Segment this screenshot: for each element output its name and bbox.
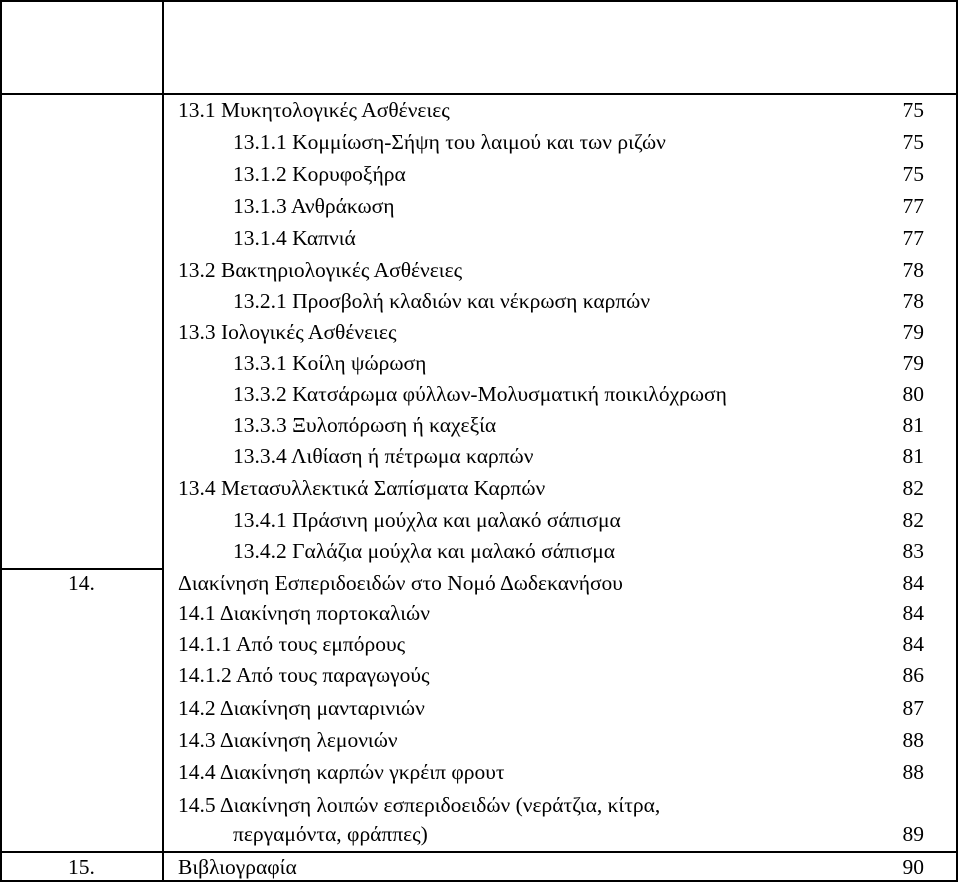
toc-entry-page: 75: [902, 162, 924, 186]
toc-entry-page: 75: [902, 130, 924, 154]
toc-entry-title: 13.1.1 Κομμίωση-Σήψη του λαιμού και των ριζών: [233, 130, 666, 154]
chapter-number: 14.: [68, 571, 95, 595]
toc-entry-page: 82: [902, 476, 924, 500]
row-divider-15: [0, 851, 958, 853]
toc-entry-title: 13.3 Ιολογικές Ασθένειες: [178, 320, 397, 344]
toc-entry-page: 86: [902, 663, 924, 687]
toc-entry-title: 13.1.2 Κορυφοξήρα: [233, 162, 406, 186]
toc-entry-title: 13.4.2 Γαλάζια μούχλα και μαλακό σάπισμα: [233, 539, 616, 563]
toc-entry-page: 82: [902, 508, 924, 532]
chapter-number: 15.: [68, 855, 95, 879]
toc-entry-page: 83: [902, 539, 924, 563]
toc-entry-page: 80: [902, 382, 924, 406]
row-divider-top: [0, 93, 958, 95]
toc-entry-title: 14.5 Διακίνηση λοιπών εσπεριδοειδών (νεράτζια, κίτρα,: [178, 793, 661, 817]
toc-entry-page: 78: [902, 289, 924, 313]
toc-entry-page: 81: [902, 444, 924, 468]
border-top: [0, 0, 958, 2]
toc-entry-page: 88: [902, 760, 924, 784]
toc-entry-page: 75: [902, 98, 924, 122]
toc-entry-page: 89: [902, 822, 924, 846]
column-divider: [162, 0, 164, 882]
toc-entry-title: 14.1 Διακίνηση πορτοκαλιών: [178, 601, 430, 625]
toc-entry-page: 87: [902, 696, 924, 720]
toc-entry-title: 13.4.1 Πράσινη μούχλα και μαλακό σάπισμα: [233, 508, 621, 532]
toc-entry-title: 14.1.2 Από τους παραγωγούς: [178, 663, 430, 687]
toc-entry-title: Βιβλιογραφία: [178, 855, 297, 879]
border-right: [956, 0, 958, 882]
toc-entry-title: 14.1.1 Από τους εμπόρους: [178, 632, 406, 656]
row-divider-14-left: [0, 568, 164, 570]
toc-entry-page: 79: [902, 351, 924, 375]
toc-entry-title: 13.3.3 Ξυλοπόρωση ή καχεξία: [233, 413, 497, 437]
toc-entry-page: 81: [902, 413, 924, 437]
toc-entry-title: περγαμόντα, φράππες): [233, 822, 428, 846]
toc-entry-page: 84: [902, 601, 924, 625]
toc-entry-page: 84: [902, 571, 924, 595]
toc-entry-title: 14.2 Διακίνηση μανταρινιών: [178, 696, 425, 720]
toc-entry-title: 13.3.4 Λιθίαση ή πέτρωμα καρπών: [233, 444, 534, 468]
toc-entry-title: 13.2.1 Προσβολή κλαδιών και νέκρωση καρπών: [233, 289, 651, 313]
toc-entry-title: 13.4 Μετασυλλεκτικά Σαπίσματα Καρπών: [178, 476, 546, 500]
toc-entry-title: Διακίνηση Εσπεριδοειδών στο Νομό Δωδεκανήσου: [178, 571, 623, 595]
toc-entry-title: 13.1.3 Ανθράκωση: [233, 194, 395, 218]
border-bottom: [0, 880, 958, 882]
toc-entry-title: 13.3.2 Κατσάρωμα φύλλων-Μολυσματική ποικιλόχρωση: [233, 382, 727, 406]
toc-entry-page: 77: [902, 194, 924, 218]
toc-entry-title: 13.3.1 Κοίλη ψώρωση: [233, 351, 427, 375]
toc-entry-page: 77: [902, 226, 924, 250]
toc-entry-title: 13.1.4 Καπνιά: [233, 226, 356, 250]
toc-entry-page: 90: [902, 855, 924, 879]
toc-entry-page: 79: [902, 320, 924, 344]
toc-entry-page: 88: [902, 728, 924, 752]
toc-entry-page: 78: [902, 258, 924, 282]
toc-entry-title: 13.1 Μυκητολογικές Ασθένειες: [178, 98, 450, 122]
toc-entry-page: 84: [902, 632, 924, 656]
toc-entry-title: 14.3 Διακίνηση λεμονιών: [178, 728, 398, 752]
border-left: [0, 0, 2, 882]
toc-entry-title: 14.4 Διακίνηση καρπών γκρέιπ φρουτ: [178, 760, 505, 784]
toc-entry-title: 13.2 Βακτηριολογικές Ασθένειες: [178, 258, 463, 282]
